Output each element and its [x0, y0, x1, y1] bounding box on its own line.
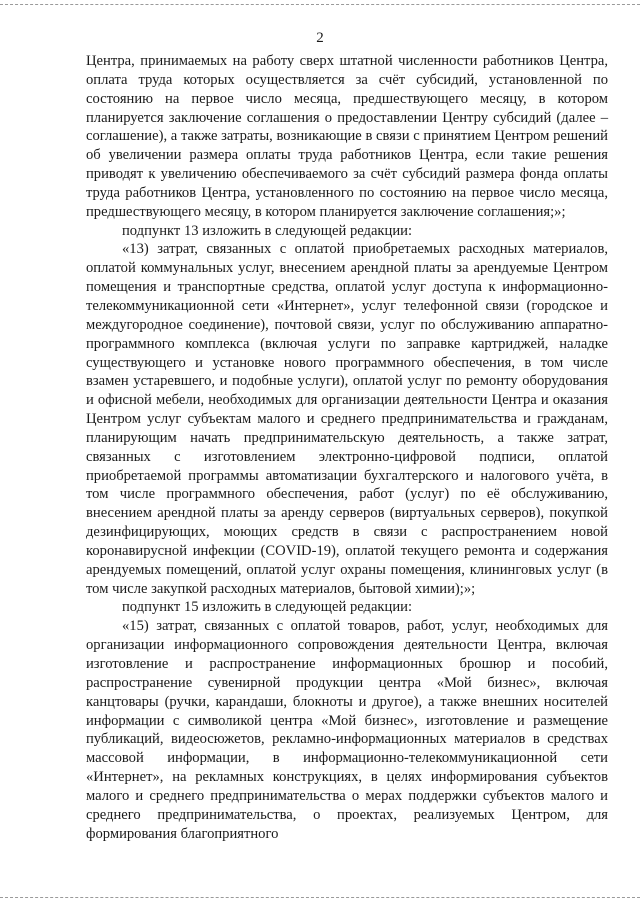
paragraph-subpoint-13-text: «13) затрат, связанных с оплатой приобретаемых расходных материалов, оплатой коммунальных услуг, внесением арендной платы за арендуемые Центром помещения и транспортные средства, оплатой услуг доступа к информационно-телекоммуникационной сети «Интернет», услуг телефонной связи (городское и междугородное соединение), почтовой связи, услуг по обслуживанию аппаратно-программного комплекса (включая услуги по заправке картриджей, наладке существующего и установке нового программного обеспечения, в том числе взамен устаревшего, и подобные услуги), оплатой услуг по ремонту оборудования и офисной мебели, необходимых для организации деятельности Центра и оказания Центром услуг субъектам малого и среднего предпринимательства и гражданам, планирующим начать предпринимательскую деятельность, а также затрат, связанных с изготовлением электронно-цифровой подписи, оплатой приобретаемой программы автоматизации бухгалтерского и налогового учёта, в том числе программного обеспечения, работ (услуг) по её обслуживанию, внесением арендной платы за аренду серверов (виртуальных серверов), покупкой дезинфицирующих, моющих средств в связи с распространением новой коронавирусной инфекции (COVID-19), оплатой текущего ремонта и содержания арендуемых помещений, оплатой услуг охраны помещения, клининговых услуг (в том числе закупкой расходных материалов, бытовой химии);»;: [86, 241, 608, 597]
document-body: [86, 52, 608, 843]
paragraph-subpoint-15-text: «15) затрат, связанных с оплатой товаров, работ, услуг, необходимых для организации информационного сопровождения деятельности Центра, включая изготовление и распространение информационных брошюр и пособий, распространение сувенирной продукции центра «Мой бизнес», включая канцтовары (ручки, карандаши, блокноты и другое), а также внешних носителей информации с символикой центра «Мой бизнес», изготовление и размещение публикаций, видеосюжетов, рекламно-информационных материалов в средствах массовой информации, в информационно-телекоммуникационной сети «Интернет», на рекламных конструкциях, в целях информирования субъектов малого и среднего предпринимательства о мерах поддержки субъектов малого и среднего предпринимательства, о проектах, реализуемых Центром, для формирования благоприятного: [86, 618, 608, 842]
page-number: 2: [316, 30, 324, 46]
paragraph-subpoint-13-intro: подпункт 13 изложить в следующей редакции:: [122, 222, 413, 239]
scan-edge-bottom: [0, 897, 640, 898]
scan-edge-top: [0, 4, 640, 5]
paragraph-subpoint-15-intro: подпункт 15 изложить в следующей редакции:: [122, 599, 413, 616]
paragraph-continuation: Центра, принимаемых на работу сверх штатной численности работников Центра, оплата труда которых осуществляется за счёт субсидий, установленной по состоянию на первое число месяца, предшествующего месяцу, в котором планируется заключение соглашения о предоставлении Центру субсидий (далее – соглашение), а также затраты, возникающие в связи с принятием Центром решений об увеличении размера оплаты труда работников Центра, если такие решения приводят к увеличению обеспечиваемого за счёт субсидий размера фонда оплаты труда работников Центра, установленного по состоянию на первое число месяца, предшествующего месяцу, в котором планируется заключение соглашения;»;: [86, 53, 608, 220]
